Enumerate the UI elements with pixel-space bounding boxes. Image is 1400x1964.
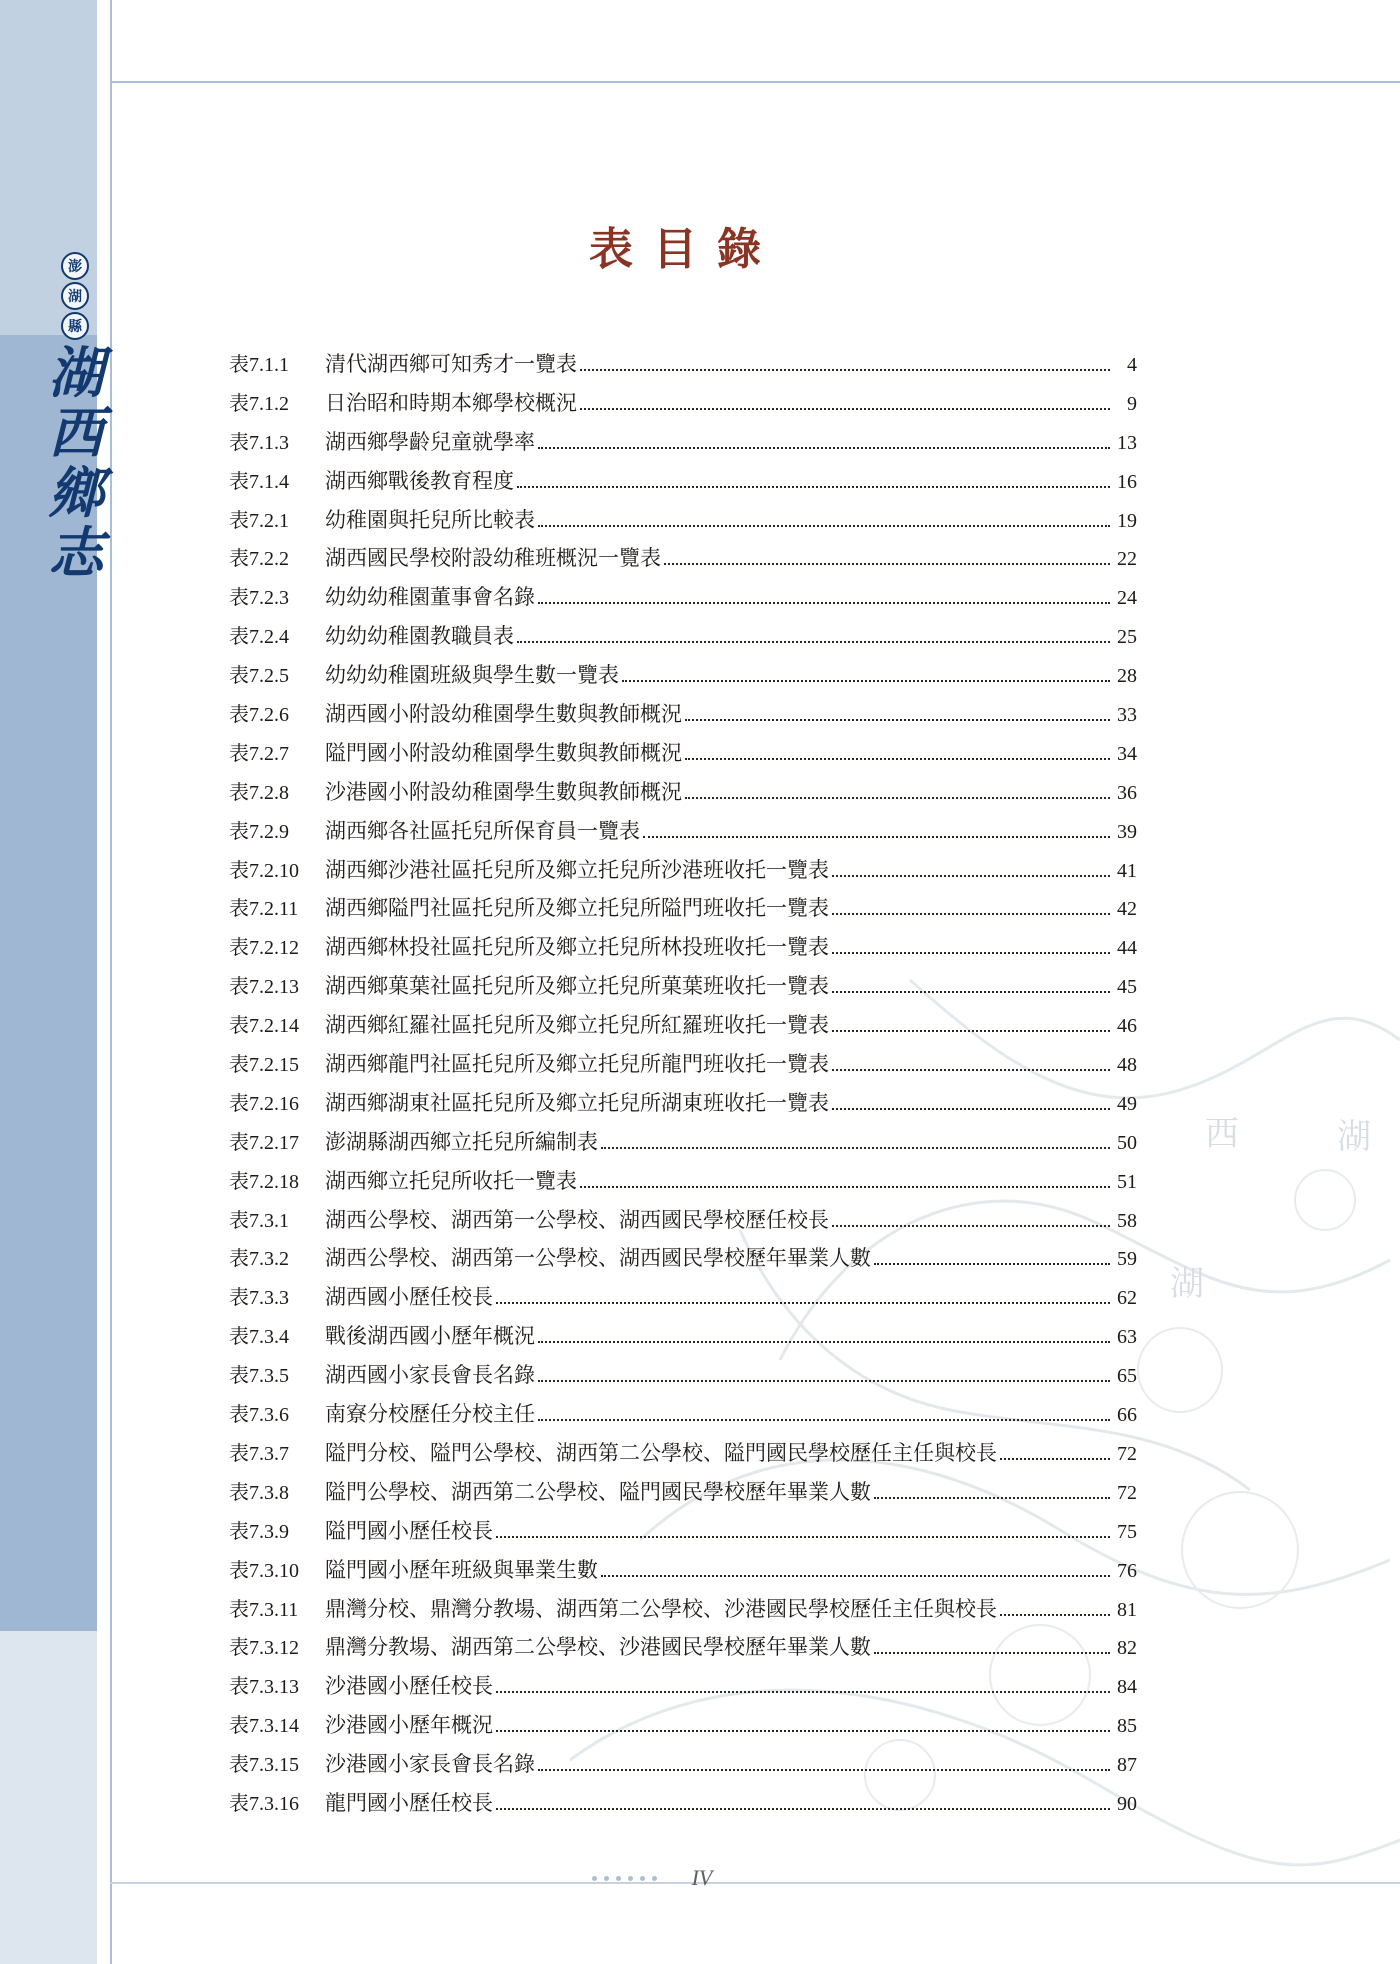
toc-page: 65 <box>1117 1365 1137 1388</box>
toc-title: 幼幼幼稚園董事會名錄 <box>325 585 535 610</box>
toc-entry[interactable] <box>229 1590 1137 1629</box>
toc-page: 82 <box>1117 1637 1137 1660</box>
toc-page: 33 <box>1117 704 1137 727</box>
toc-entry[interactable] <box>229 1123 1137 1162</box>
toc-entry[interactable] <box>229 1745 1137 1784</box>
toc-entry[interactable] <box>229 1628 1137 1667</box>
toc-page: 66 <box>1117 1404 1137 1427</box>
toc-entry[interactable] <box>229 928 1137 967</box>
toc-leader <box>1000 1613 1110 1616</box>
book-title-char-3: 鄉 <box>48 460 104 525</box>
toc-leader <box>580 1185 1110 1188</box>
toc-page: 41 <box>1117 859 1137 882</box>
top-rule <box>110 81 1400 83</box>
toc-leader <box>874 1262 1110 1265</box>
toc-number: 表7.3.9 <box>229 1520 289 1543</box>
toc-title: 沙港國小附設幼稚園學生數與教師概況 <box>325 779 682 804</box>
toc-page: 87 <box>1117 1754 1137 1777</box>
toc-entry[interactable] <box>229 501 1137 540</box>
toc-entry[interactable] <box>229 1473 1137 1512</box>
toc-entry[interactable] <box>229 1239 1137 1278</box>
toc-page: 84 <box>1117 1676 1137 1699</box>
county-char-1: 澎 <box>61 252 89 280</box>
toc-page: 16 <box>1117 470 1137 493</box>
toc-leader <box>685 796 1110 799</box>
toc-entry[interactable] <box>229 1317 1137 1356</box>
toc-title: 隘門國小附設幼稚園學生數與教師概況 <box>325 740 682 765</box>
toc-entry[interactable] <box>229 1162 1137 1201</box>
toc-leader <box>643 835 1110 838</box>
toc-title: 湖西國民學校附設幼稚班概況一覽表 <box>325 546 661 571</box>
toc-title: 湖西鄉菓葉社區托兒所及鄉立托兒所菓葉班收托一覽表 <box>325 974 829 999</box>
toc-entry[interactable] <box>229 1045 1137 1084</box>
toc-leader <box>538 601 1110 604</box>
toc-title: 鼎灣分校、鼎灣分教場、湖西第二公學校、沙港國民學校歷任主任與校長 <box>325 1596 997 1621</box>
county-mark <box>61 252 91 340</box>
svg-text:湖: 湖 <box>1337 1117 1371 1157</box>
page-number: IV <box>691 1865 713 1890</box>
toc-title: 戰後湖西國小歷年概況 <box>325 1324 535 1349</box>
toc-leader <box>538 1768 1110 1771</box>
toc-leader <box>874 1496 1110 1499</box>
toc-page: 34 <box>1117 742 1137 765</box>
toc-title: 南寮分校歷任分校主任 <box>325 1402 535 1427</box>
toc-number: 表7.2.8 <box>229 781 289 804</box>
toc-leader <box>1000 1457 1110 1460</box>
toc-page: 59 <box>1117 1248 1137 1271</box>
toc-leader <box>496 1729 1110 1732</box>
toc-number: 表7.2.14 <box>229 1015 299 1038</box>
toc-title: 湖西公學校、湖西第一公學校、湖西國民學校歷任校長 <box>325 1207 829 1232</box>
toc-page: 90 <box>1117 1792 1137 1815</box>
toc-page: 22 <box>1117 548 1137 571</box>
toc-leader <box>496 1301 1110 1304</box>
toc-entry[interactable] <box>229 1706 1137 1745</box>
toc-number: 表7.3.16 <box>229 1792 299 1815</box>
footer-dot <box>652 1876 657 1881</box>
toc-page: 44 <box>1117 937 1137 960</box>
toc-entry[interactable] <box>229 1512 1137 1551</box>
toc-number: 表7.3.4 <box>229 1326 289 1349</box>
toc-page: 46 <box>1117 1015 1137 1038</box>
toc-leader <box>538 1340 1110 1343</box>
toc-entry[interactable] <box>229 851 1137 890</box>
toc-page: 45 <box>1117 976 1137 999</box>
toc-number: 表7.2.3 <box>229 587 289 610</box>
toc-number: 表7.2.12 <box>229 937 299 960</box>
toc-title: 幼幼幼稚園班級與學生數一覽表 <box>325 663 619 688</box>
toc-number: 表7.2.1 <box>229 509 289 532</box>
footer-dot <box>640 1876 645 1881</box>
toc-title: 隘門分校、隘門公學校、湖西第二公學校、隘門國民學校歷任主任與校長 <box>325 1440 997 1465</box>
table-of-contents <box>229 345 1137 1823</box>
toc-page: 72 <box>1117 1481 1137 1504</box>
toc-title: 沙港國小家長會長名錄 <box>325 1752 535 1777</box>
toc-number: 表7.3.8 <box>229 1481 289 1504</box>
toc-entry[interactable] <box>229 773 1137 812</box>
toc-leader <box>580 368 1110 371</box>
toc-entry[interactable] <box>229 1201 1137 1240</box>
toc-leader <box>538 524 1110 527</box>
toc-number: 表7.1.1 <box>229 354 289 376</box>
toc-title: 湖西國小附設幼稚園學生數與教師概況 <box>325 702 682 727</box>
toc-title: 湖西鄉戰後教育程度 <box>325 468 514 493</box>
toc-leader <box>517 485 1110 488</box>
toc-page: 58 <box>1117 1209 1137 1232</box>
toc-leader <box>538 1379 1110 1382</box>
toc-page: 28 <box>1117 665 1137 688</box>
toc-entry[interactable] <box>229 617 1137 656</box>
sidebar-bottom-panel <box>0 1631 97 1964</box>
toc-number: 表7.2.10 <box>229 859 299 882</box>
toc-leader <box>538 1418 1110 1421</box>
book-title-char-4: 志 <box>48 520 104 585</box>
toc-number: 表7.2.2 <box>229 548 289 571</box>
toc-title: 湖西鄉湖東社區托兒所及鄉立托兒所湖東班收托一覽表 <box>325 1090 829 1115</box>
toc-leader <box>496 1807 1110 1810</box>
toc-entry[interactable] <box>229 1278 1137 1317</box>
toc-entry[interactable] <box>229 384 1137 423</box>
toc-title: 隘門國小歷年班級與畢業生數 <box>325 1557 598 1582</box>
book-title-char-1: 湖 <box>48 340 104 405</box>
toc-leader <box>580 407 1110 410</box>
toc-entry[interactable] <box>229 1356 1137 1395</box>
toc-leader <box>832 1068 1110 1071</box>
toc-page: 51 <box>1117 1170 1137 1193</box>
toc-number: 表7.3.11 <box>229 1598 299 1621</box>
toc-page: 72 <box>1117 1442 1137 1465</box>
toc-page: 36 <box>1117 781 1137 804</box>
toc-entry[interactable] <box>229 695 1137 734</box>
toc-title: 湖西鄉隘門社區托兒所及鄉立托兒所隘門班收托一覽表 <box>325 896 829 921</box>
toc-entry[interactable] <box>229 345 1137 384</box>
toc-entry[interactable] <box>229 539 1137 578</box>
toc-number: 表7.3.14 <box>229 1715 299 1738</box>
toc-title: 隘門國小歷任校長 <box>325 1518 493 1543</box>
toc-number: 表7.2.6 <box>229 704 289 727</box>
toc-page: 24 <box>1117 587 1137 610</box>
toc-page: 50 <box>1117 1131 1137 1154</box>
toc-title: 湖西鄉龍門社區托兒所及鄉立托兒所龍門班收托一覽表 <box>325 1052 829 1077</box>
toc-leader <box>832 1224 1110 1227</box>
footer-dot <box>604 1876 609 1881</box>
county-char-3: 縣 <box>61 312 89 340</box>
footer-dot <box>616 1876 621 1881</box>
toc-number: 表7.3.6 <box>229 1404 289 1427</box>
toc-title: 湖西鄉各社區托兒所保育員一覽表 <box>325 818 640 843</box>
toc-number: 表7.2.15 <box>229 1054 299 1077</box>
toc-leader <box>622 679 1110 682</box>
toc-number: 表7.3.12 <box>229 1637 299 1660</box>
toc-number: 表7.3.15 <box>229 1754 299 1777</box>
toc-leader <box>874 1651 1110 1654</box>
svg-text:西: 西 <box>1205 1114 1239 1154</box>
toc-title: 湖西鄉學齡兒童就學率 <box>325 429 535 454</box>
toc-entry[interactable] <box>229 812 1137 851</box>
toc-page: 49 <box>1117 1092 1137 1115</box>
toc-title: 鼎灣分教場、湖西第二公學校、沙港國民學校歷年畢業人數 <box>325 1635 871 1660</box>
toc-number: 表7.2.4 <box>229 626 289 649</box>
toc-page: 19 <box>1117 509 1137 532</box>
county-char-2: 湖 <box>61 282 89 310</box>
toc-number: 表7.2.7 <box>229 742 289 765</box>
toc-page: 76 <box>1117 1559 1137 1582</box>
toc-number: 表7.1.4 <box>229 470 289 493</box>
toc-entry[interactable] <box>229 734 1137 773</box>
bottom-rule <box>110 1882 1400 1884</box>
toc-entry[interactable] <box>229 1434 1137 1473</box>
toc-leader <box>832 874 1110 877</box>
toc-entry[interactable] <box>229 889 1137 928</box>
toc-title: 幼幼幼稚園教職員表 <box>325 624 514 649</box>
toc-page: 75 <box>1117 1520 1137 1543</box>
book-title-char-2: 西 <box>48 400 104 465</box>
toc-number: 表7.2.17 <box>229 1131 299 1154</box>
toc-number: 表7.3.10 <box>229 1559 299 1582</box>
svg-text:湖: 湖 <box>1170 1264 1204 1304</box>
toc-entry[interactable] <box>229 1784 1137 1823</box>
toc-number: 表7.2.9 <box>229 820 289 843</box>
toc-page: 42 <box>1117 898 1137 921</box>
toc-number: 表7.2.11 <box>229 898 299 921</box>
toc-leader <box>601 1574 1110 1577</box>
toc-title: 湖西鄉紅羅社區托兒所及鄉立托兒所紅羅班收托一覽表 <box>325 1013 829 1038</box>
toc-entry[interactable] <box>229 578 1137 617</box>
toc-page: 63 <box>1117 1326 1137 1349</box>
toc-entry[interactable] <box>229 423 1137 462</box>
toc-title: 湖西國小家長會長名錄 <box>325 1363 535 1388</box>
toc-leader <box>832 1029 1110 1032</box>
toc-title: 湖西公學校、湖西第一公學校、湖西國民學校歷年畢業人數 <box>325 1246 871 1271</box>
toc-number: 表7.3.7 <box>229 1442 289 1465</box>
toc-entry[interactable] <box>229 1551 1137 1590</box>
toc-number: 表7.2.18 <box>229 1170 299 1193</box>
toc-leader <box>832 990 1110 993</box>
toc-leader <box>685 757 1110 760</box>
toc-title: 幼稚園與托兒所比較表 <box>325 507 535 532</box>
toc-page: 25 <box>1117 626 1137 649</box>
toc-number: 表7.3.1 <box>229 1209 289 1232</box>
toc-title: 沙港國小歷年概況 <box>325 1713 493 1738</box>
toc-entry[interactable] <box>229 1667 1137 1706</box>
toc-title: 清代湖西鄉可知秀才一覽表 <box>325 352 577 376</box>
toc-page: 85 <box>1117 1715 1137 1738</box>
toc-entry[interactable] <box>229 1395 1137 1434</box>
book-title <box>42 340 110 585</box>
toc-title: 隘門公學校、湖西第二公學校、隘門國民學校歷年畢業人數 <box>325 1479 871 1504</box>
toc-entry[interactable] <box>229 967 1137 1006</box>
toc-title: 龍門國小歷任校長 <box>325 1790 493 1815</box>
toc-page: 13 <box>1117 431 1137 454</box>
toc-number: 表7.2.13 <box>229 976 299 999</box>
toc-number: 表7.3.3 <box>229 1287 289 1310</box>
toc-number: 表7.3.13 <box>229 1676 299 1699</box>
toc-entry[interactable] <box>229 1006 1137 1045</box>
footer-dot <box>592 1876 597 1881</box>
vertical-rule <box>110 0 112 1964</box>
toc-title: 湖西鄉立托兒所收托一覽表 <box>325 1168 577 1193</box>
toc-page: 81 <box>1117 1598 1137 1621</box>
toc-title: 日治昭和時期本鄉學校概況 <box>325 390 577 415</box>
toc-entry[interactable] <box>229 462 1137 501</box>
toc-title: 湖西國小歷任校長 <box>325 1285 493 1310</box>
toc-leader <box>685 718 1110 721</box>
toc-page: 39 <box>1117 820 1137 843</box>
toc-entry[interactable] <box>229 656 1137 695</box>
page-title: 表目錄 <box>589 224 781 275</box>
toc-number: 表7.1.3 <box>229 431 289 454</box>
toc-entry[interactable] <box>229 1084 1137 1123</box>
toc-title: 沙港國小歷任校長 <box>325 1674 493 1699</box>
toc-number: 表7.3.5 <box>229 1365 289 1388</box>
toc-leader <box>664 562 1110 565</box>
toc-page: 48 <box>1117 1054 1137 1077</box>
footer-dots <box>592 1876 657 1881</box>
toc-page: 4 <box>1127 354 1137 376</box>
toc-number: 表7.3.2 <box>229 1248 289 1271</box>
toc-page: 62 <box>1117 1287 1137 1310</box>
toc-leader <box>832 912 1110 915</box>
footer-dot <box>628 1876 633 1881</box>
toc-leader <box>832 951 1110 954</box>
toc-number: 表7.2.5 <box>229 665 289 688</box>
toc-leader <box>517 640 1110 643</box>
toc-number: 表7.1.2 <box>229 392 289 415</box>
toc-leader <box>496 1535 1110 1538</box>
toc-leader <box>832 1107 1110 1110</box>
toc-title: 湖西鄉林投社區托兒所及鄉立托兒所林投班收托一覽表 <box>325 935 829 960</box>
toc-page: 9 <box>1127 392 1137 415</box>
toc-title: 澎湖縣湖西鄉立托兒所編制表 <box>325 1129 598 1154</box>
toc-leader <box>496 1690 1110 1693</box>
toc-number: 表7.2.16 <box>229 1092 299 1115</box>
toc-leader <box>538 446 1110 449</box>
toc-title: 湖西鄉沙港社區托兒所及鄉立托兒所沙港班收托一覽表 <box>325 857 829 882</box>
toc-leader <box>601 1146 1110 1149</box>
